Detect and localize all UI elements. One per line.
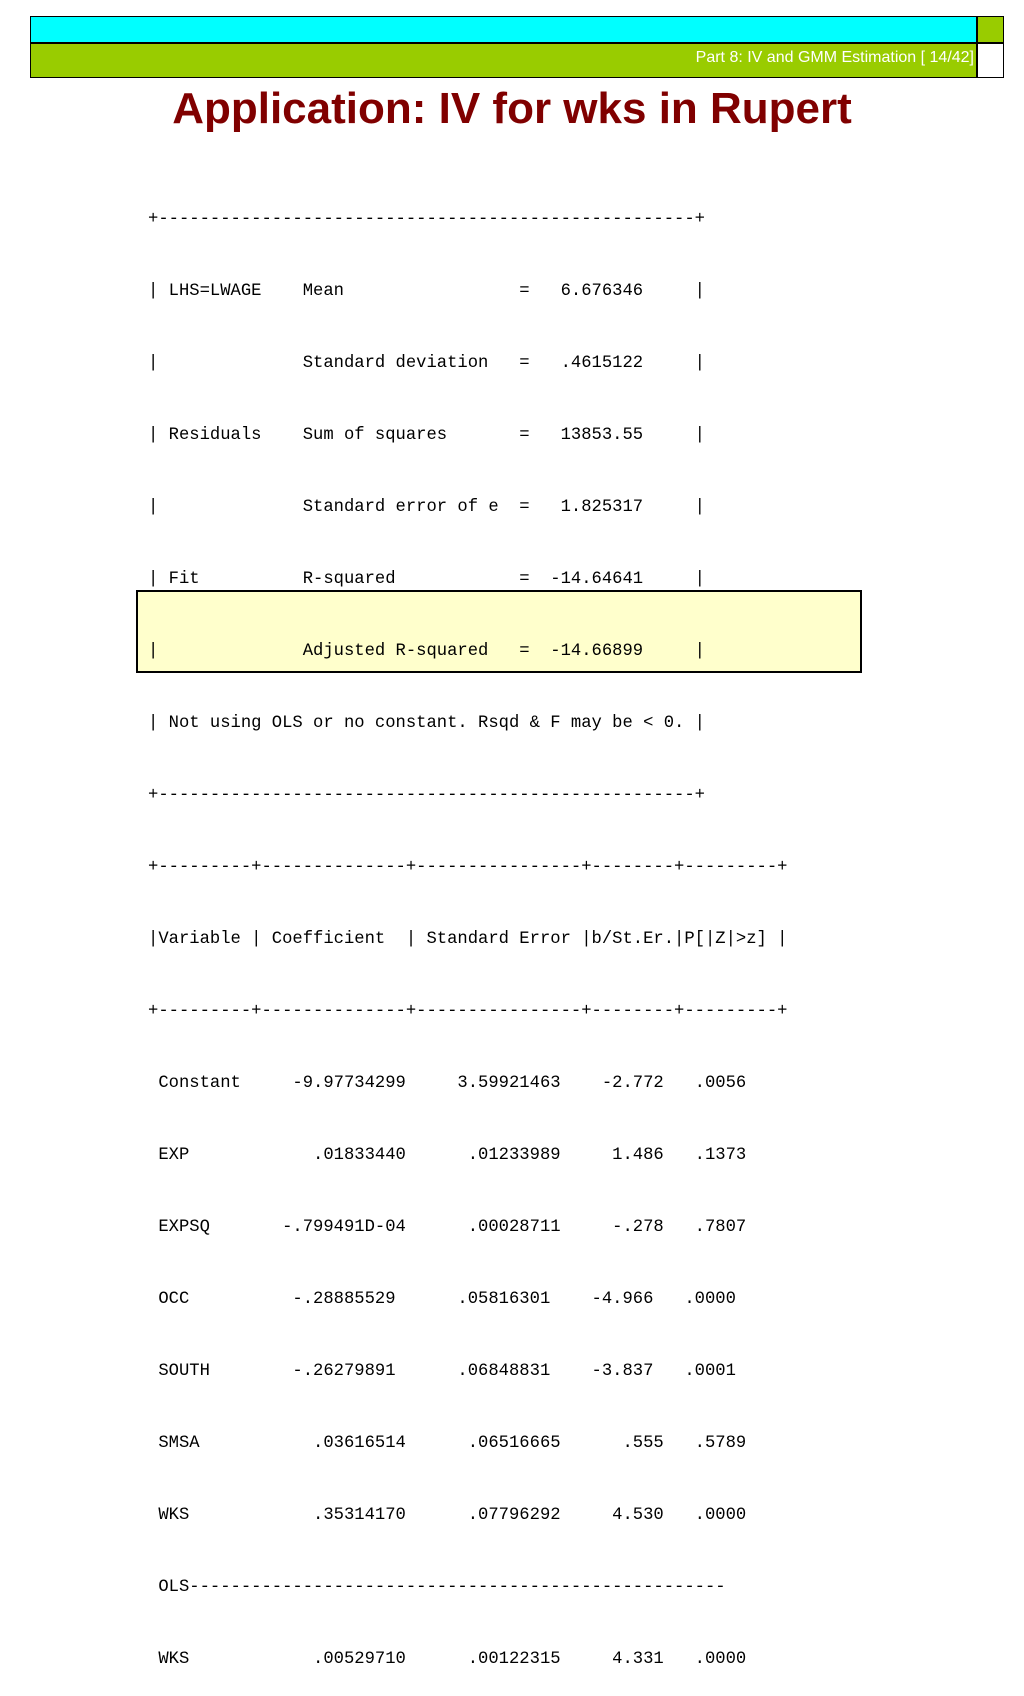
table-row: EXPSQ -.799491D-04 .00028711 -.278 .7807: [148, 1218, 747, 1237]
output-line: | Residuals Sum of squares = 13853.55 |: [148, 426, 705, 445]
slide-breadcrumb: Part 8: IV and GMM Estimation [ 14/42]: [695, 49, 974, 66]
table-row: SOUTH -.26279891 .06848831 -3.837 .0001: [148, 1362, 736, 1381]
output-line: | Adjusted R-squared = -14.66899 |: [148, 642, 705, 661]
table-row: Constant -9.97734299 3.59921463 -2.772 .0056: [148, 1074, 747, 1093]
table-row: OLS----------------------------------------------------: [148, 1578, 726, 1597]
table-row: EXP .01833440 .01233989 1.486 .1373: [148, 1146, 747, 1165]
output-line: | Fit R-squared = -14.64641 |: [148, 570, 705, 589]
output-line: | Standard deviation = .4615122 |: [148, 354, 705, 373]
table-row: WKS .00529710 .00122315 4.331 .0000: [148, 1650, 747, 1669]
output-line: +----------------------------------------------------+: [148, 210, 705, 229]
corner-square-bottom: [977, 43, 1004, 78]
output-line: | Standard error of e = 1.825317 |: [148, 498, 705, 517]
header-bar-top: [30, 16, 977, 43]
corner-square-top: [977, 16, 1004, 43]
output-line: | Not using OLS or no constant. Rsqd & F may be < 0. |: [148, 714, 705, 733]
regression-output: [148, 160, 787, 1696]
output-line: +---------+--------------+----------------+--------+---------+: [148, 858, 788, 877]
table-row: WKS .35314170 .07796292 4.530 .0000: [148, 1506, 747, 1525]
output-line: +---------+--------------+----------------+--------+---------+: [148, 1002, 788, 1021]
table-row: OCC -.28885529 .05816301 -4.966 .0000: [148, 1290, 736, 1309]
table-row: SMSA .03616514 .06516665 .555 .5789: [148, 1434, 747, 1453]
output-line: | LHS=LWAGE Mean = 6.676346 |: [148, 282, 705, 301]
output-line: |Variable | Coefficient | Standard Error |b/St.Er.|P[|Z|>z] |: [148, 930, 788, 949]
output-line: +----------------------------------------------------+: [148, 786, 705, 805]
slide-title: Application: IV for wks in Rupert: [172, 84, 852, 133]
